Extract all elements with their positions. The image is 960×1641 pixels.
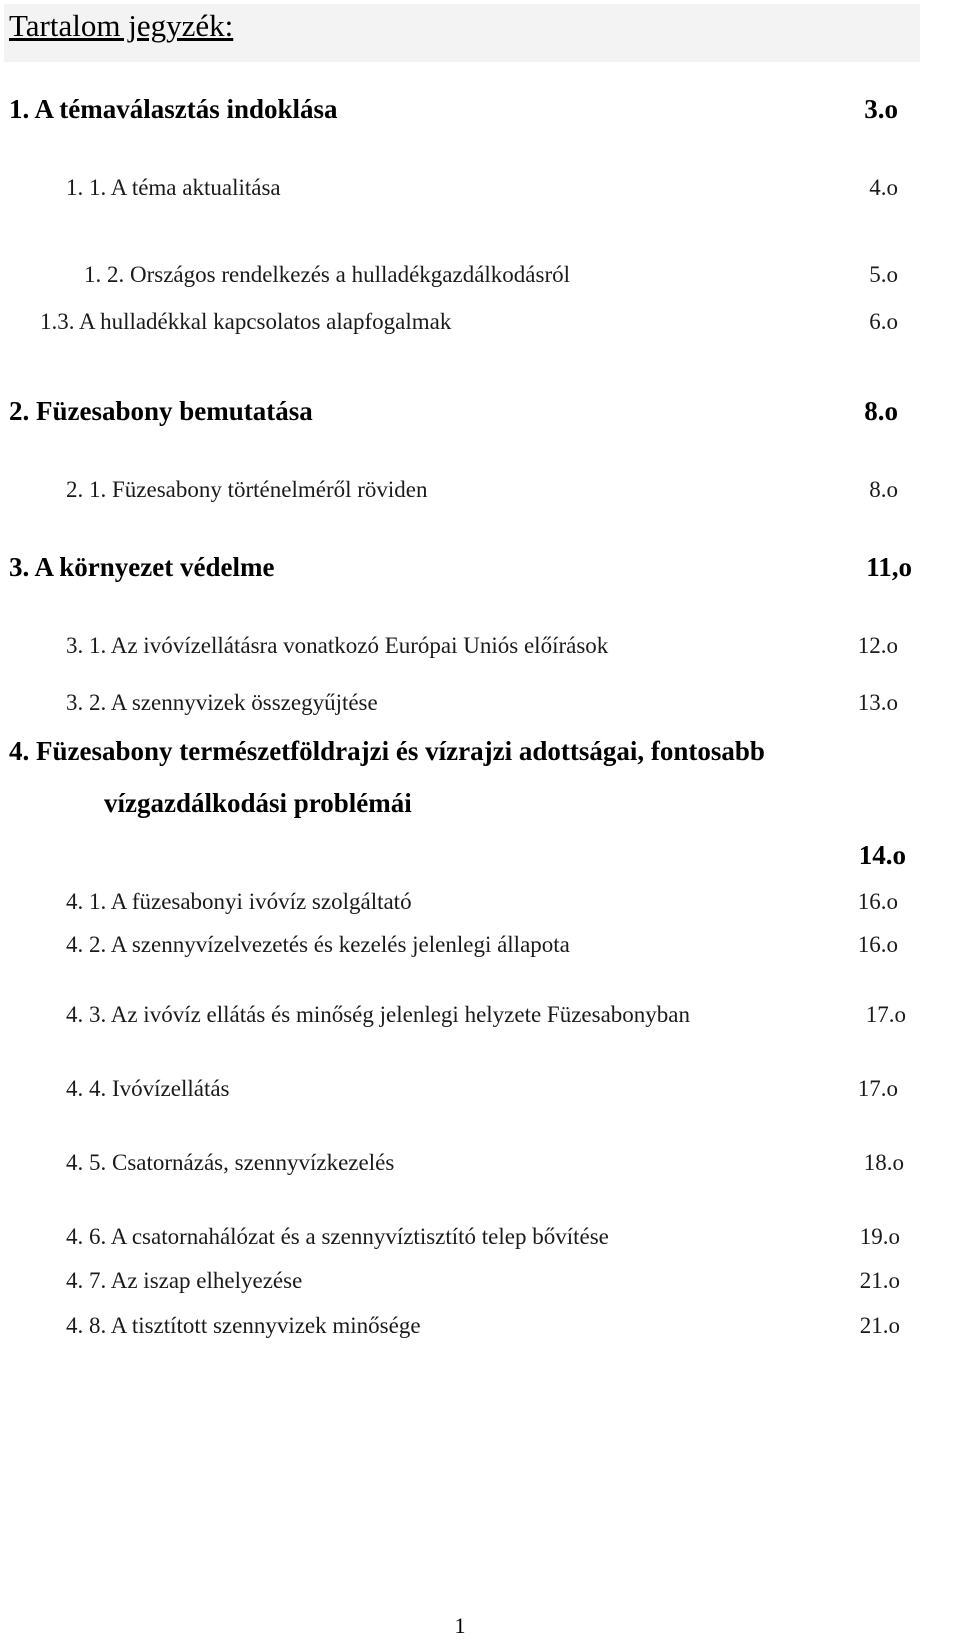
toc-entry-page: 17.o: [857, 1076, 898, 1101]
toc-title: Tartalom jegyzék:: [9, 8, 234, 43]
toc-entry-page: 21.o: [859, 1268, 900, 1293]
toc-entry-label: 3. A környezet védelme: [9, 552, 275, 582]
toc-entry-page: 8.o: [864, 396, 898, 426]
toc-entry-label: 4. 5. Csatornázás, szennyvízkezelés: [66, 1150, 395, 1175]
toc-entry: [0, 396, 960, 436]
toc-entry-label: 4. 7. Az iszap elhelyezése: [66, 1268, 303, 1293]
toc-entry-label: 1.3. A hulladékkal kapcsolatos alapfogalmak: [40, 309, 452, 334]
toc-entry-page: 18.o: [863, 1150, 904, 1175]
toc-entry: [0, 1150, 960, 1190]
toc-entry-page: 6.o: [869, 309, 898, 334]
toc-entry-label: 1. 2. Országos rendelkezés a hulladékgazdálkodásról: [84, 262, 571, 287]
toc-entry-page: 13.o: [857, 690, 898, 715]
toc-entry-page: 16.o: [857, 889, 898, 914]
toc-entry-page: 4.o: [869, 175, 898, 200]
toc-entry-label: 4. 1. A füzesabonyi ivóvíz szolgáltató: [66, 889, 412, 914]
toc-entry: [0, 262, 960, 302]
toc-entry-page: 16.o: [857, 932, 898, 957]
toc-entry: [0, 1313, 960, 1353]
toc-entry: [0, 94, 960, 134]
toc-entry-label: 1. A témaválasztás indoklása: [9, 94, 338, 124]
toc-entry-label: 4. 2. A szennyvízelvezetés és kezelés jelenlegi állapota: [66, 932, 570, 957]
toc-entry-label: 4. 8. A tisztított szennyvizek minősége: [66, 1313, 421, 1338]
toc-entry-label: 4. Füzesabony természetföldrajzi és vízrajzi adottságai, fontosabb: [9, 736, 765, 766]
toc-entry-page: 3.o: [864, 94, 898, 124]
toc-entry-label-continued: vízgazdálkodási problémái: [104, 788, 412, 818]
toc-entry: [0, 175, 960, 215]
toc-entry-page: 5.o: [869, 262, 898, 287]
toc-entry-label: 2. 1. Füzesabony történelméről röviden: [66, 477, 428, 502]
toc-entry-label: 3. 1. Az ivóvízellátásra vonatkozó Európai Uniós előírások: [66, 633, 609, 658]
toc-entry-page: 17.o: [865, 1002, 906, 1027]
page-number: 1: [454, 1613, 466, 1638]
toc-entry: [0, 736, 960, 876]
toc-entry-page: 12.o: [857, 633, 898, 658]
toc-entry-label: 1. 1. A téma aktualitása: [66, 175, 281, 200]
toc-entry-page: 21.o: [859, 1313, 900, 1338]
toc-entry-label: 2. Füzesabony bemutatása: [9, 396, 313, 426]
toc-entry-label: 4. 3. Az ivóvíz ellátás és minőség jelenlegi helyzete Füzesabonyban: [66, 1002, 691, 1027]
toc-entry-label: 3. 2. A szennyvizek összegyűjtése: [66, 690, 378, 715]
toc-entry: [0, 1002, 960, 1042]
toc-entry-label: 4. 6. A csatornahálózat és a szennyvíztisztító telep bővítése: [66, 1224, 609, 1249]
toc-entry-page: 8.o: [869, 477, 898, 502]
toc-entry: [0, 1268, 960, 1308]
toc-entry-page: 11,o: [866, 552, 912, 582]
toc-entry: [0, 889, 960, 929]
toc-entry: [0, 477, 960, 517]
toc-entry: [0, 1076, 960, 1116]
toc-entry: [0, 1224, 960, 1264]
toc-entry-label: 4. 4. Ivóvízellátás: [66, 1076, 230, 1101]
toc-entry: [0, 932, 960, 972]
toc-entry-page: 14.o: [858, 840, 906, 870]
toc-entry: [0, 690, 960, 730]
toc-entry: [0, 552, 960, 592]
toc-entry: [0, 633, 960, 673]
toc-entry-page: 19.o: [859, 1224, 900, 1249]
toc-entry: [0, 309, 960, 349]
